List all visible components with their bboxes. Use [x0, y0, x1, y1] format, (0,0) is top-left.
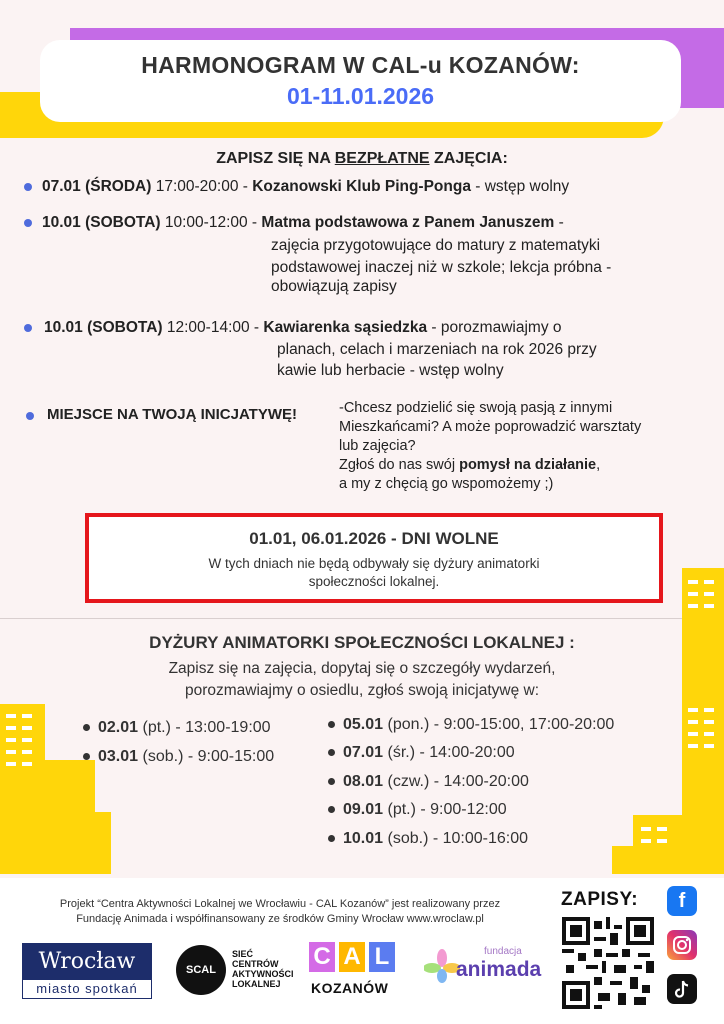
building-right-low	[633, 815, 682, 874]
building-right-tall	[682, 568, 724, 874]
list-item: 10.01 (sob.) - 10:00-16:00	[343, 830, 529, 847]
list-item: 02.01 (pt.) - 13:00-19:00	[98, 719, 271, 736]
animada-logo: fundacja animada	[424, 944, 554, 994]
building-left-short	[95, 812, 111, 874]
duty-title: DYŻURY ANIMATORKI SPOŁECZNOŚCI LOKALNEJ :	[149, 633, 575, 652]
list-item: 05.01 (pon.) - 9:00-15:00, 17:00-20:00	[343, 716, 615, 733]
list-item: 03.01 (sob.) - 9:00-15:00	[98, 748, 275, 765]
animada-flower-icon	[424, 948, 460, 984]
bullet-dot	[83, 724, 90, 731]
bullet-dot	[26, 412, 34, 420]
bullet-dot	[328, 721, 335, 728]
footer-note: Projekt “Centra Aktywności Lokalnej we Wrocławiu - CAL Kozanów” jest realizowany przez Fundację Animada i współfinansowany ze środków Gminy Wrocław www.wroclaw.pl	[59, 898, 501, 925]
list-item: 07.01 (śr.) - 14:00-20:00	[343, 744, 515, 761]
item-desc-line: zajęcia przygotowujące do matury z matematyki	[271, 237, 601, 254]
wroclaw-logo: Wrocław miasto spotkań	[22, 943, 152, 999]
notice-line: społeczności lokalnej.	[308, 574, 440, 589]
bullet-dot	[328, 835, 335, 842]
scal-logo: SCAL	[176, 945, 226, 995]
bullet-dot	[83, 753, 90, 760]
header-card	[40, 40, 681, 122]
bullet-dot	[328, 749, 335, 756]
days-off-notice	[85, 513, 663, 603]
building-right-small	[612, 846, 633, 874]
date-range: 01-11.01.2026	[286, 83, 435, 109]
free-classes-heading: ZAPISZ SIĘ NA BEZPŁATNE ZAJĘCIA:	[216, 150, 508, 167]
page-title: HARMONOGRAM W CAL-u KOZANÓW:	[141, 52, 580, 78]
item-desc-line: obowiązują zapisy	[271, 278, 397, 295]
tiktok-icon[interactable]	[667, 974, 697, 1004]
scal-logo-text: SIEĆ CENTRÓW AKTYWNOŚCI LOKALNEJ	[232, 949, 294, 989]
initiative-text: -Chcesz podzielić się swoją pasją z innymi Mieszkańcami? A może poprowadzić warsztaty lub zajęcia? Zgłoś do nas swój pomysł na działanie, a my z chęcią go wspomożemy ;)	[339, 400, 642, 492]
notice-title: 01.01, 06.01.2026 - DNI WOLNE	[249, 529, 499, 548]
facebook-icon[interactable]: f	[667, 886, 697, 916]
free-underlined: BEZPŁATNE	[334, 150, 430, 167]
cal-kozanow-logo: C A L KOZANÓW	[307, 942, 399, 1000]
section-divider	[0, 618, 724, 619]
bullet-dot	[24, 219, 32, 227]
bullet-dot	[328, 778, 335, 785]
building-left-mid	[45, 760, 95, 874]
instagram-icon[interactable]	[667, 930, 697, 960]
notice-line: W tych dniach nie będą odbywały się dyżury animatorki	[208, 556, 540, 571]
bullet-dot	[24, 324, 32, 332]
bullet-dot	[328, 806, 335, 813]
item-desc-line: kawie lub herbacie - wstęp wolny	[277, 362, 504, 379]
zapisy-label: ZAPISY:	[561, 889, 639, 910]
initiative-label: MIEJSCE NA TWOJĄ INICJATYWĘ!	[47, 406, 298, 423]
bullet-dot	[24, 183, 32, 191]
list-item: 10.01 (SOBOTA) 12:00-14:00 - Kawiarenka sąsiedzka - porozmawiajmy o	[44, 319, 562, 336]
qr-code-icon[interactable]	[562, 917, 654, 1009]
list-item: 07.01 (ŚRODA) 17:00-20:00 - Kozanowski Klub Ping-Ponga - wstęp wolny	[42, 178, 570, 195]
building-left-tall	[0, 704, 45, 874]
list-item: 08.01 (czw.) - 14:00-20:00	[343, 773, 529, 790]
item-desc-line: planach, celach i marzeniach na rok 2026 przy	[277, 341, 597, 358]
item-desc-line: podstawowej inaczej niż w szkole; lekcja próbna -	[271, 259, 612, 276]
duty-subtitle: Zapisz się na zajęcia, dopytaj się o szczegóły wydarzeń,	[168, 660, 556, 677]
duty-subtitle: porozmawiajmy o osiedlu, zgłoś swoją inicjatywę w:	[184, 682, 540, 699]
list-item: 10.01 (SOBOTA) 10:00-12:00 - Matma podstawowa z Panem Januszem -	[42, 214, 564, 231]
list-item: 09.01 (pt.) - 9:00-12:00	[343, 801, 507, 818]
